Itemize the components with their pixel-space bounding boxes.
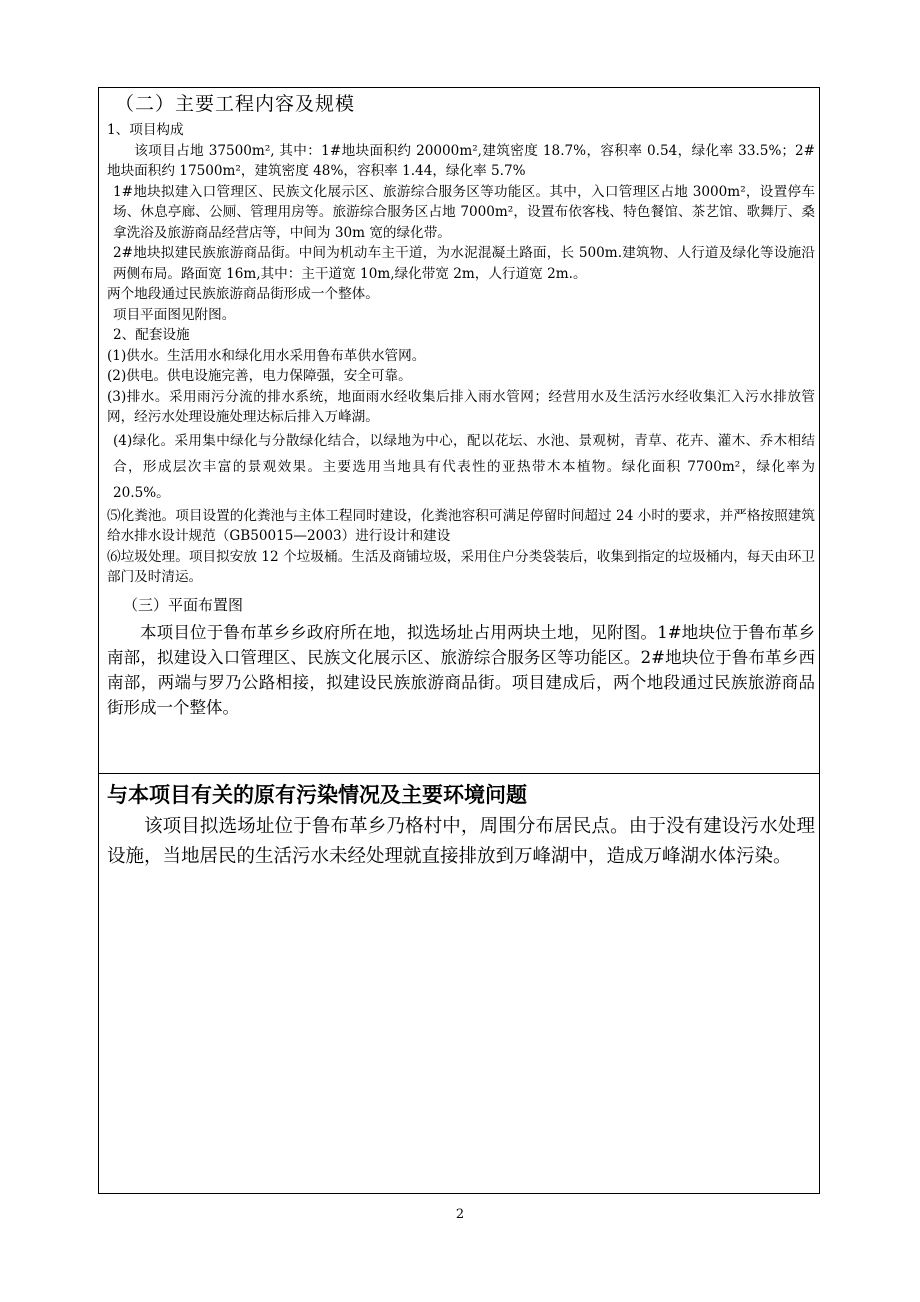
- table-frame: [98, 87, 820, 1194]
- facility-power-supply: (2)供电。供电设施完善，电力保障强，安全可靠。: [107, 368, 412, 384]
- subheading-project-composition: 1、项目构成: [107, 122, 184, 138]
- paragraph-plan-ref: 项目平面图见附图。: [113, 306, 236, 323]
- row-divider: [99, 773, 819, 774]
- paragraph-plot2: 2#地块拟建民族旅游商品街。中间为机动车主干道，为水泥混凝土路面，长 500m.建筑物、人行道及绿化等设施沿两侧布局。路面宽 16m,其中：主干道宽 10m,绿化带宽 2m，人行道宽 2m.。: [113, 245, 815, 282]
- facility-water-supply: (1)供水。生活用水和绿化用水采用鲁布革供水管网。: [107, 347, 426, 364]
- paragraph-land-area: 该项目占地 37500m², 其中：1#地块面积约 20000m²,建筑密度 18.7%，容积率 0.54，绿化率 33.5%；2#地块面积约 17500m²，建筑密度 48%，容积率 1.44，绿化率 5.7%: [107, 142, 815, 179]
- facility-garbage: ⑹垃圾处理。项目拟安放 12 个垃圾桶。生活及商铺垃圾，采用住户分类袋装后，收集到指定的垃圾桶内，每天由环卫部门及时清运。: [107, 548, 815, 585]
- paragraph-integration: 两个地段通过民族旅游商品街形成一个整体。: [107, 286, 379, 302]
- facility-septic-tank: ⑸化粪池。项目设置的化粪池与主体工程同时建设，化粪池容积可满足停留时间超过 24 小时的要求，并严格按照建筑给水排水设计规范（GB50015—2003）进行设计和建设: [107, 507, 815, 544]
- facility-greening: (4)绿化。采用集中绿化与分散绿化结合，以绿地为中心，配以花坛、水池、景观树，青草、花卉、灌木、乔木相结合，形成层次丰富的景观效果。主要选用当地具有代表性的亚热带木本植物。绿化面积 7700m²，绿化率为 20.5%。: [113, 432, 815, 501]
- section-heading-main-works: （二）主要工程内容及规模: [115, 93, 356, 115]
- paragraph-plot1: 1#地块拟建入口管理区、民族文化展示区、旅游综合服务区等功能区。其中，入口管理区占地 3000m²，设置停车场、休息亭廊、公厕、管理用房等。旅游综合服务区占地 7000m²，设置布依客栈、特色餐馆、茶艺馆、歌舞厅、桑拿洗浴及旅游商品经营店等，中间为 30m 宽的绿化带。: [113, 183, 815, 241]
- paragraph-pollution: 该项目拟选场址位于鲁布革乡乃格村中，周围分布居民点。由于没有建设污水处理设施，当地居民的生活污水未经处理就直接排放到万峰湖中，造成万峰湖水体污染。: [107, 816, 815, 867]
- section-pollution: [107, 778, 815, 872]
- subheading-facilities: 2、配套设施: [113, 327, 190, 343]
- subheading-layout: （三）平面布置图: [123, 595, 244, 614]
- section-project-content: [107, 88, 815, 720]
- section-heading-pollution: 与本项目有关的原有污染情况及主要环境问题: [107, 783, 527, 807]
- paragraph-layout: 本项目位于鲁布革乡乡政府所在地，拟选场址占用两块土地，见附图。1#地块位于鲁布革乡南部，拟建设入口管理区、民族文化展示区、旅游综合服务区等功能区。2#地块位于鲁布革乡西南部，两端与罗乃公路相接，拟建设民族旅游商品街。项目建成后，两个地段通过民族旅游商品街形成一个整体。: [107, 622, 815, 717]
- facility-drainage: (3)排水。采用雨污分流的排水系统，地面雨水经收集后排入雨水管网；经营用水及生活污水经收集汇入污水排放管网，经污水处理设施处理达标后排入万峰湖。: [107, 388, 815, 425]
- page-number: 2: [455, 1207, 465, 1222]
